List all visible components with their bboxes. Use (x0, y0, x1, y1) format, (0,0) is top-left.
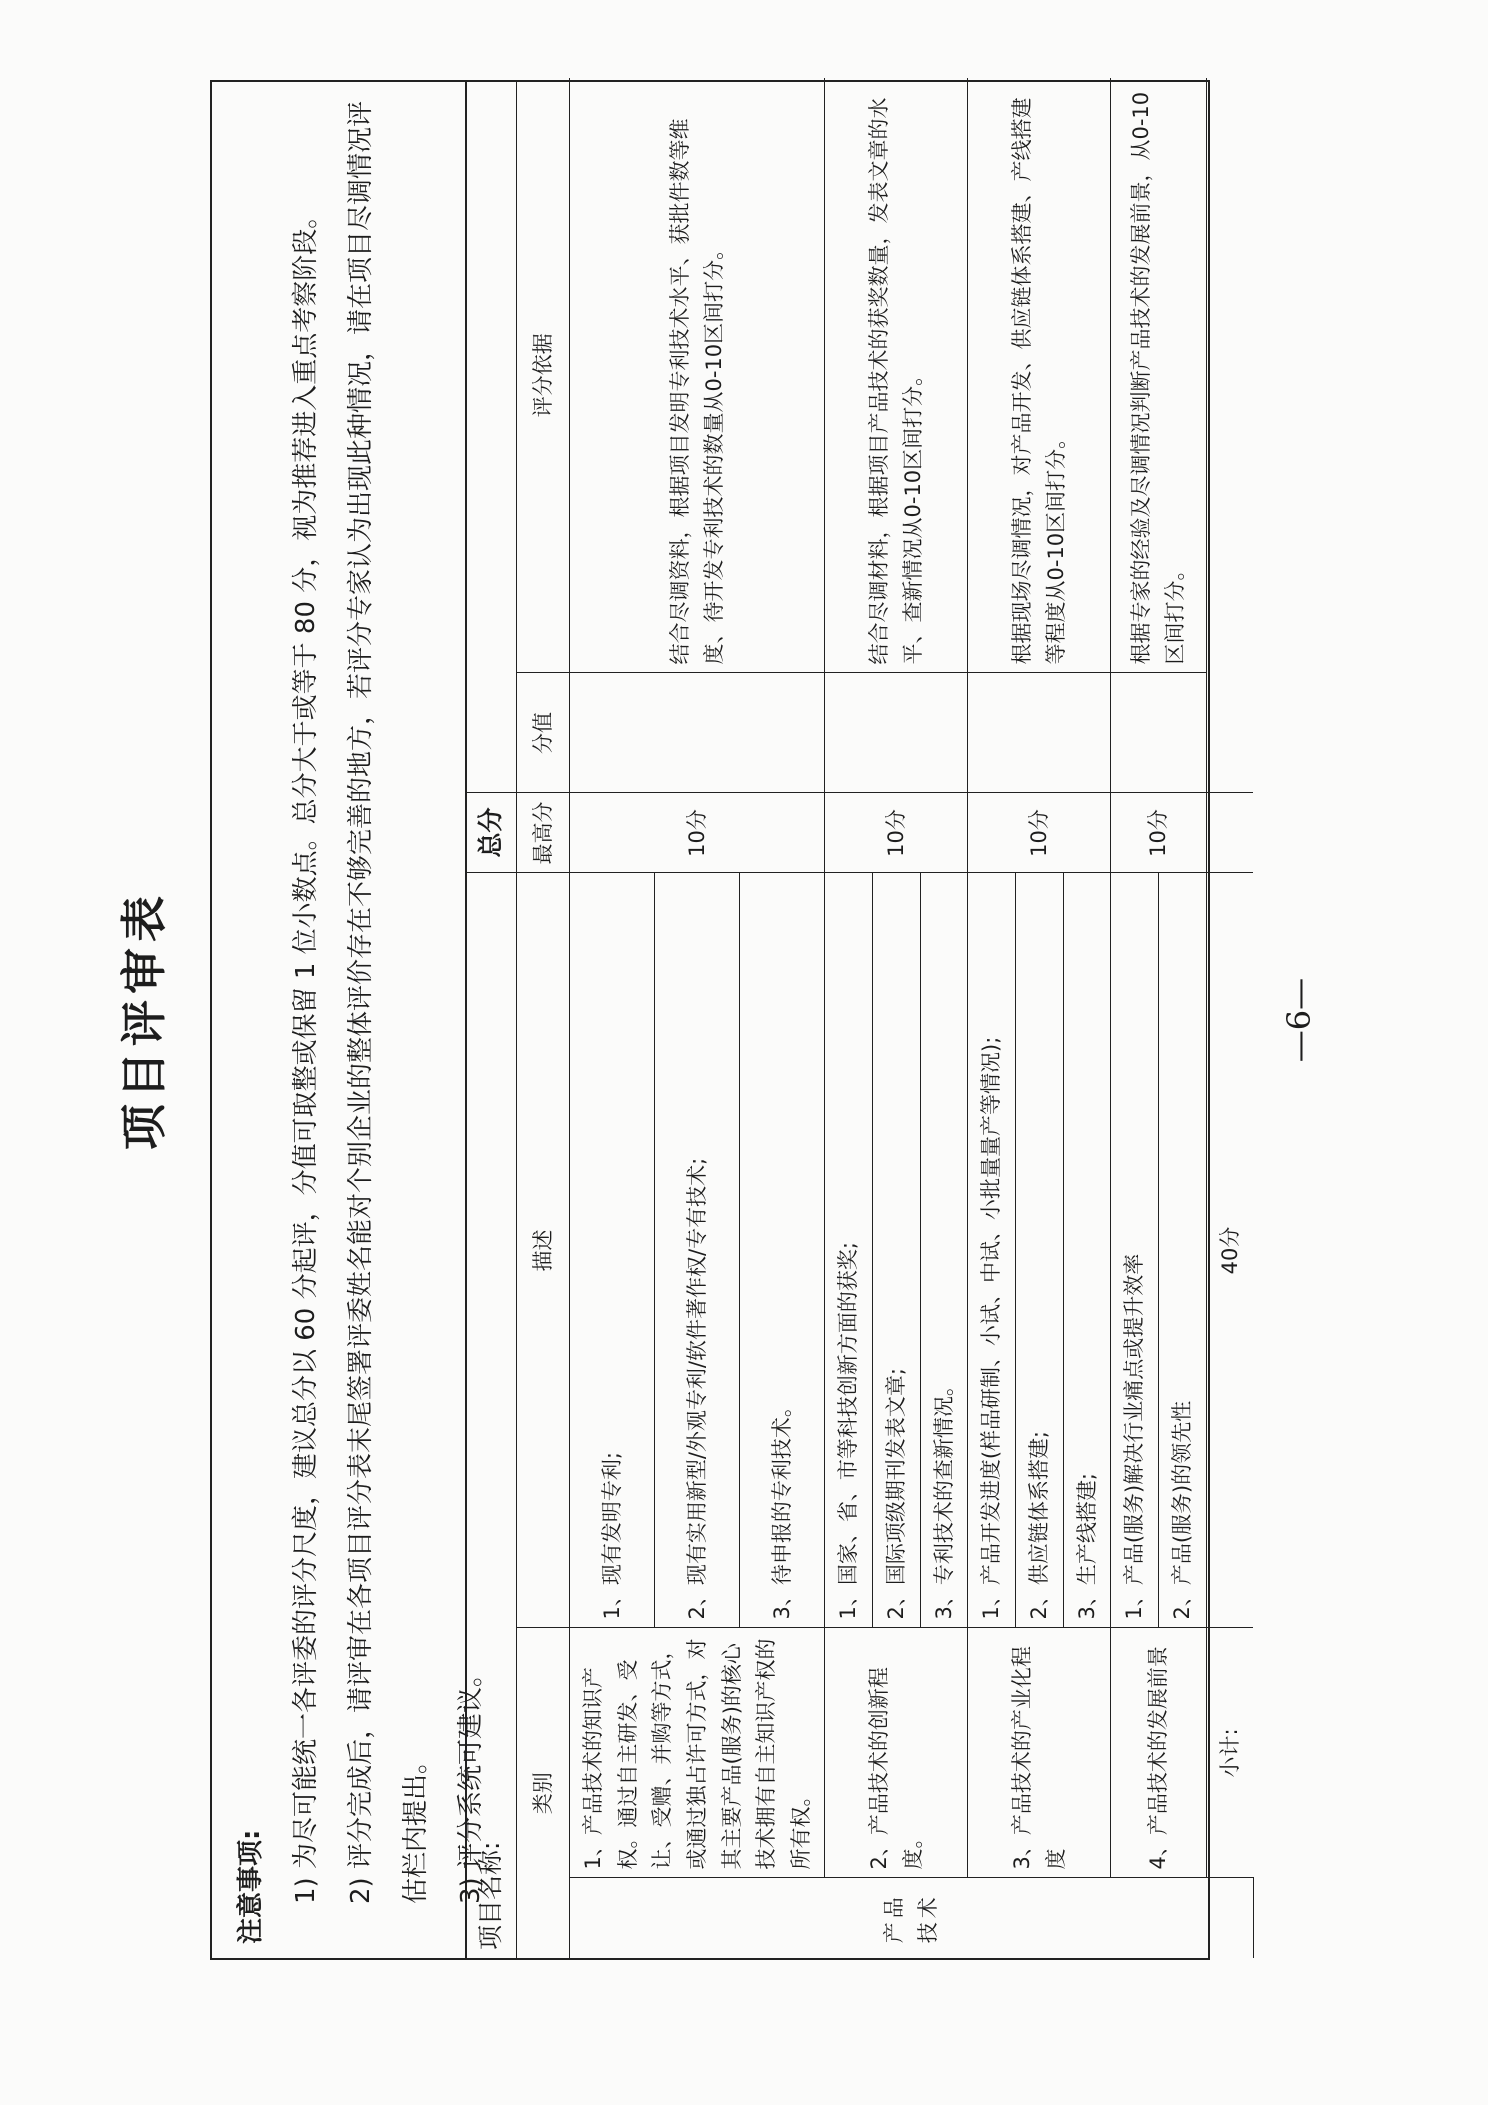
total-score-label: 总分 (467, 793, 516, 873)
header-description: 描述 (517, 873, 570, 1628)
category-cell: 产品技术 (570, 1878, 1254, 1958)
group-item: 1、国家、省、市等科技创新方面的获奖; (825, 873, 873, 1628)
table-row (570, 78, 655, 1958)
rotated-page-content (70, 80, 1390, 1960)
group-item: 3、待申报的专利技术。 (740, 873, 825, 1628)
group-item: 2、国际项级期刊发表文章; (873, 873, 921, 1628)
max-score-cell: 10分 (968, 793, 1111, 873)
table-row (1111, 78, 1159, 1958)
group-item: 2、现有实用新型/外观专利/软件著作权/专有技术; (655, 873, 740, 1628)
header-basis: 评分依据 (517, 78, 570, 673)
subtotal-row (1206, 78, 1253, 1958)
group-item: 1、产品(服务)解决行业痛点或提升效率 (1111, 873, 1159, 1628)
subtotal-label: 小计: (1206, 1628, 1253, 1878)
document-title: 项目评审表 (117, 890, 171, 1150)
page-number: —6— (1280, 977, 1318, 1063)
table-row (825, 78, 873, 1958)
note-item: 3) 评分系统可建议。 (456, 1661, 486, 1904)
header-category: 类别 (517, 1628, 570, 1958)
subtotal-max: 40分 (1206, 873, 1253, 1628)
group-item: 1、现有发明专利; (570, 873, 655, 1628)
total-score-field[interactable] (467, 82, 516, 793)
subtotal-score-cell[interactable] (1206, 793, 1253, 873)
group-item: 2、产品(服务)的领先性 (1158, 873, 1206, 1628)
max-score-cell: 10分 (825, 793, 968, 873)
group-item: 1、产品开发进度(样品研制、小试、中试、小批量量产等情况); (968, 873, 1016, 1628)
group-title: 2、产品技术的创新程度。 (825, 1628, 968, 1878)
group-item: 3、生产线搭建; (1063, 873, 1111, 1628)
score-table (517, 78, 1254, 1958)
header-score: 分值 (517, 673, 570, 793)
group-item: 3、专利技术的查新情况。 (920, 873, 968, 1628)
table-header-row (517, 78, 570, 1958)
score-input-cell[interactable] (968, 673, 1111, 793)
review-form (210, 80, 1242, 1960)
table-row (968, 78, 1016, 1958)
group-item: 2、供应链体系搭建; (1016, 873, 1064, 1628)
basis-cell: 根据现场尽调情况，对产品开发、供应链体系搭建、产线搭建等程度从0-10区间打分。 (968, 78, 1111, 673)
score-input-cell[interactable] (1111, 673, 1206, 793)
score-input-cell[interactable] (825, 673, 968, 793)
header-max-score: 最高分 (517, 793, 570, 873)
project-name-label: 项目名称: (476, 1841, 505, 1950)
project-name-row (467, 82, 517, 1958)
note-item: 2) 评分完成后，请评审在各项目评分表末尾签署评委姓名能对个别企业的整体评价存在不够完善的地方，若评分专家认为出现此种情况，请在项目尽调情况评估栏内提出。 (346, 101, 431, 1904)
notes-section (212, 82, 486, 1958)
notes-label: 注意事项: (236, 1829, 266, 1944)
group-title: 3、产品技术的产业化程度 (968, 1628, 1111, 1878)
basis-cell: 结合尽调资料，根据项目发明专利技术水平、获批件数等维度、待开发专利技术的数量从0-10区间打分。 (570, 78, 825, 673)
max-score-cell: 10分 (570, 793, 825, 873)
group-title: 1、产品技术的知识产权。通过自主研发、受让、受赠、并购等方式，或通过独占许可方式，对其主要产品(服务)的核心技术拥有自主知识产权的所有权。 (570, 1628, 825, 1878)
subtotal-basis-cell (1206, 673, 1253, 793)
group-title: 4、产品技术的发展前景 (1111, 1628, 1206, 1878)
basis-cell: 结合尽调材料，根据项目产品技术的获奖数量，发表文章的水平、查新情况从0-10区间打分。 (825, 78, 968, 673)
score-input-cell[interactable] (570, 673, 825, 793)
basis-cell: 根据专家的经验及尽调情况判断产品技术的发展前景，从0-10区间打分。 (1111, 78, 1206, 673)
note-item: 1) 为尽可能统一各评委的评分尺度，建议总分以 60 分起评，分值可取整或保留 1 位小数点。总分大于或等于 80 分，视为推荐进入重点考察阶段。 (291, 202, 321, 1904)
max-score-cell: 10分 (1111, 793, 1206, 873)
